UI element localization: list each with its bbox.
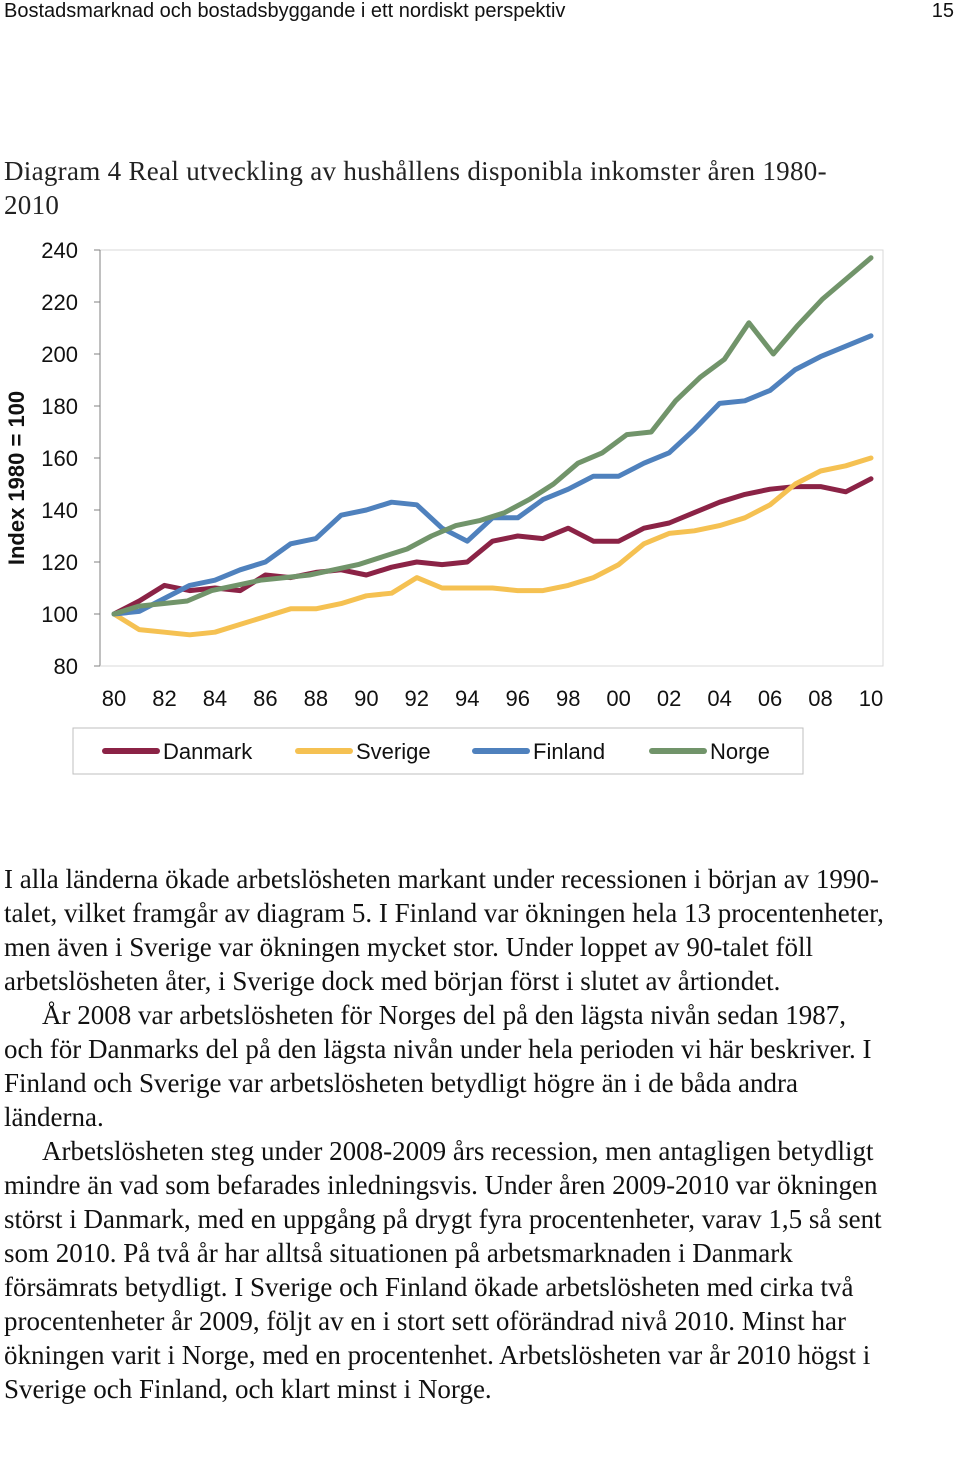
y-tick-label: 80 — [53, 654, 78, 679]
body-text — [4, 862, 884, 1406]
y-tick-label: 180 — [41, 394, 78, 419]
series-line-finland — [114, 336, 871, 614]
paragraph-3: Arbetslösheten steg under 2008-2009 års recession, men antagligen betydligt mindre än vad som befarades inledningsvis. Under åren 2009-2010 var ökningen störst i Danmark, med en uppgång på drygt fyra procentenheter, varav 1,5 så sent som 2010. På två år har alltså situationen på arbetsmarknaden i Danmark försämrats betydligt. I Sverige och Finland ökade arbetslösheten med cirka två procentenheter år 2009, följt av en i stort sett oförändrad nivå 2010. Minst har ökningen varit i Norge, med en procentenhet. Arbetslösheten var år 2010 högst i Sverige och Finland, och klart minst i Norge. — [4, 1136, 882, 1404]
y-tick-label: 100 — [41, 602, 78, 627]
diagram-caption: Diagram 4 Real utveckling av hushållens disponibla inkomster åren 1980-2010 — [4, 156, 827, 220]
x-tick-label: 92 — [404, 686, 430, 711]
y-tick-label: 240 — [41, 238, 78, 263]
x-tick-label: 02 — [656, 686, 682, 711]
y-axis-title: Index 1980 = 100 — [4, 390, 29, 566]
x-tick-label: 90 — [354, 686, 379, 711]
x-tick-label: 84 — [202, 686, 228, 711]
y-tick-label: 120 — [41, 550, 78, 575]
document-title: Bostadsmarknad och bostadsbyggande i ett nordiskt perspektiv — [4, 0, 566, 22]
x-tick-label: 00 — [606, 686, 631, 711]
legend-label-norge: Norge — [710, 739, 770, 764]
x-tick-label: 96 — [505, 686, 530, 711]
page-number: 15 — [931, 0, 954, 22]
paragraph-1: I alla länderna ökade arbetslösheten markant under recessionen i början av 1990-talet, vilket framgår av diagram 5. I Finland var ökningen hela 13 procentenheter, men även i Sverige var ökningen mycket stor. Under loppet av 90-talet föll arbetslösheten åter, i Sverige dock med början först i slutet av årtiondet. — [4, 864, 884, 996]
x-tick-label: 10 — [858, 686, 884, 711]
x-tick-label: 94 — [455, 686, 480, 711]
x-tick-label: 80 — [101, 686, 127, 711]
plot-area-border — [100, 250, 883, 666]
chart-lines — [114, 258, 871, 635]
series-line-sverige — [114, 458, 871, 635]
paragraph-2: År 2008 var arbetslösheten för Norges del på den lägsta nivån sedan 1987, och för Danmarks del på den lägsta nivån under hela perioden vi här beskriver. I Finland och Sverige var arbetslösheten betydligt högre än i de båda andra länderna. — [4, 1000, 872, 1132]
x-tick-label: 86 — [253, 686, 278, 711]
y-tick-label: 140 — [41, 498, 78, 523]
y-tick-label: 220 — [41, 290, 78, 315]
chart-axes — [4, 238, 883, 711]
x-tick-label: 82 — [152, 686, 177, 711]
x-tick-label: 08 — [808, 686, 833, 711]
y-tick-label: 200 — [41, 342, 78, 367]
x-tick-label: 98 — [555, 686, 581, 711]
income-line-chart — [0, 230, 960, 790]
series-line-norge — [114, 258, 871, 614]
legend-label-finland: Finland — [533, 739, 606, 764]
y-tick-label: 160 — [41, 446, 78, 471]
legend-label-danmark: Danmark — [163, 739, 253, 764]
x-tick-label: 06 — [757, 686, 783, 711]
chart-legend — [73, 728, 803, 774]
legend-label-sverige: Sverige — [356, 739, 431, 764]
series-line-danmark — [114, 479, 871, 614]
page-header — [0, 0, 960, 22]
x-tick-label: 88 — [303, 686, 329, 711]
x-tick-label: 04 — [707, 686, 732, 711]
